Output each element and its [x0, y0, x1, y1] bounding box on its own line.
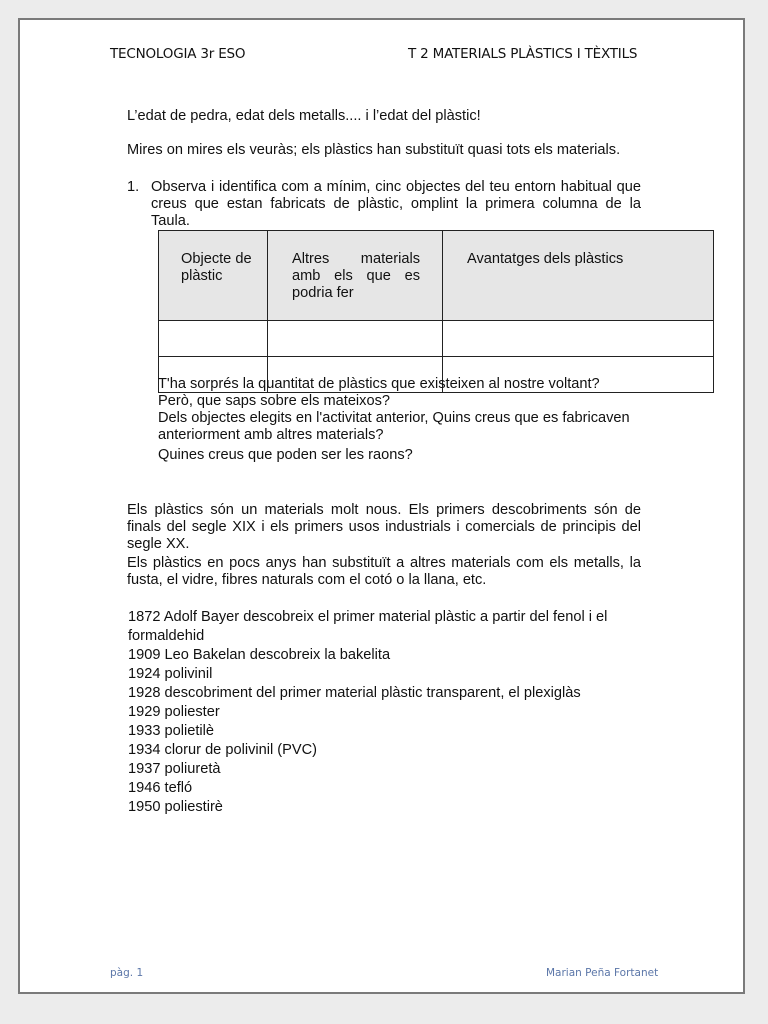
table-header-cell: Altres materials amb els que es podria fer [268, 231, 443, 321]
plastics-timeline [128, 608, 648, 817]
activity-number: 1. [127, 179, 140, 195]
document-page [18, 18, 745, 994]
header-course: TECNOLOGIA 3r ESO [110, 46, 246, 62]
timeline-item: 1924 polivinil [128, 666, 213, 682]
question-1: T'ha sorprés la quantitat de plàstics que existeixen al nostre voltant? [158, 376, 600, 392]
footer-author: Marian Peña Fortanet [546, 967, 659, 979]
timeline-item: 1929 poliester [128, 704, 220, 720]
header-unit-title: T 2 MATERIALS PLÀSTICS I TÈXTILS [408, 46, 638, 62]
table-row [159, 321, 714, 357]
history-paragraph-1: Els plàstics són un materials molt nous. Els primers descobriments són de finals del segle XIX i els primers usos industrials i comercials de principis del segle XX. [127, 502, 641, 552]
timeline-item: 1909 Leo Bakelan descobreix la bakelita [128, 647, 391, 663]
question-4: Quines creus que poden ser les raons? [158, 447, 413, 463]
table-cell[interactable] [268, 321, 443, 357]
timeline-item: 1950 poliestirè [128, 799, 223, 815]
history-paragraph-2: Els plàstics en pocs anys han substituït a altres materials com els metalls, la fusta, el vidre, fibres naturals com el cotó o la llana, etc. [127, 555, 641, 588]
table-header-cell: Avantatges dels plàstics [443, 231, 714, 321]
table-cell[interactable] [443, 321, 714, 357]
table-header-cell: Objecte de plàstic [159, 231, 268, 321]
timeline-item: 1937 poliuretà [128, 761, 221, 777]
table-cell[interactable] [159, 321, 268, 357]
intro-line-1: L’edat de pedra, edat dels metalls.... i l’edat del plàstic! [127, 108, 481, 124]
question-2: Però, que saps sobre els mateixos? [158, 393, 391, 409]
timeline-item: 1872 Adolf Bayer descobreix el primer material plàstic a partir del fenol i el formaldehid [128, 609, 608, 644]
activity-instruction: Observa i identifica com a mínim, cinc objectes del teu entorn habitual que creus que estan fabricats de plàstic, omplint la primera columna de la Taula. [151, 179, 641, 229]
timeline-item: 1928 descobriment del primer material plàstic transparent, el plexiglàs [128, 685, 581, 701]
table-header-row [159, 231, 714, 321]
timeline-item: 1933 polietilè [128, 723, 215, 739]
timeline-item: 1934 clorur de polivinil (PVC) [128, 742, 317, 758]
plastics-table [158, 230, 714, 393]
question-3: Dels objectes elegits en l'activitat anterior, Quins creus que es fabricaven anteriorment amb altres materials? [158, 410, 630, 443]
footer-page-number: pàg. 1 [110, 967, 144, 979]
timeline-item: 1946 tefló [128, 780, 193, 796]
intro-line-2: Mires on mires els veuràs; els plàstics han substituït quasi tots els materials. [127, 142, 621, 158]
